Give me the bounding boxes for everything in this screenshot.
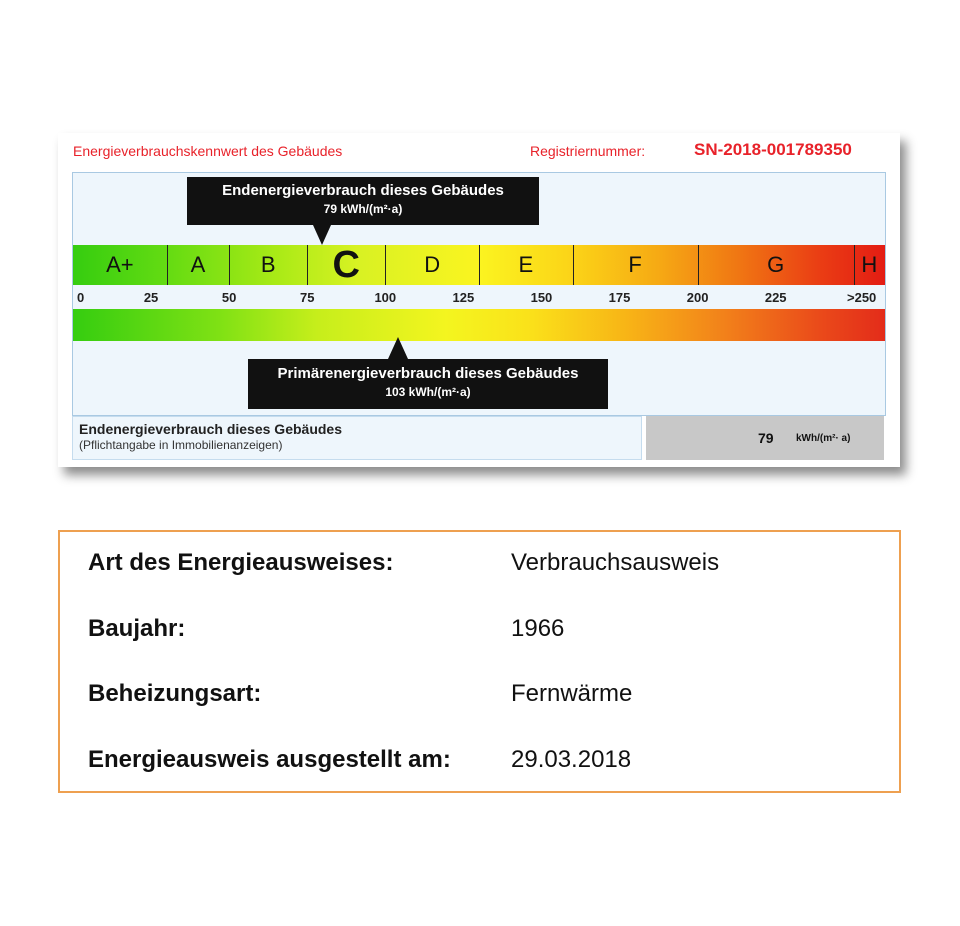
scale-tick-label: 100 <box>374 290 397 305</box>
efficiency-class-d: D <box>424 252 441 277</box>
class-separator <box>385 245 386 285</box>
certificate-details-box <box>58 530 901 793</box>
scale-tick-label: 0 <box>77 290 85 305</box>
final-energy-value-box <box>646 416 884 460</box>
detail-key: Energieausweis ausgestellt am: <box>88 746 451 773</box>
class-separator <box>479 245 480 285</box>
final-energy-value: 79 <box>758 430 774 446</box>
detail-key: Beheizungsart: <box>88 680 262 707</box>
registration-number: SN-2018-001789350 <box>694 140 852 159</box>
scale-tick-label: 225 <box>764 290 787 305</box>
scale-tick-label: 25 <box>143 290 159 305</box>
class-separator <box>229 245 230 285</box>
primary-energy-callout-value: 103 kWh/(m²·a) <box>385 385 471 399</box>
final-energy-info <box>72 416 642 460</box>
efficiency-class-e: E <box>518 252 534 277</box>
final-energy-info-title: Endenergieverbrauch dieses Gebäudes <box>79 421 342 437</box>
efficiency-class-c: C <box>332 243 360 286</box>
efficiency-class-a-plus: A+ <box>106 252 134 277</box>
energy-scale <box>72 172 886 416</box>
scale-tick-label: >250 <box>847 290 877 305</box>
final-energy-callout <box>187 177 539 225</box>
scale-tick-label: 150 <box>530 290 553 305</box>
scale-tick-label: 75 <box>299 290 315 305</box>
energy-gradient-bar <box>73 309 885 341</box>
label-title: Energieverbrauchskennwert des Gebäudes <box>73 143 343 159</box>
efficiency-class-f: F <box>628 252 642 277</box>
detail-key: Art des Energieausweises: <box>88 549 394 576</box>
efficiency-class-g: G <box>767 252 785 277</box>
energy-label-card <box>58 133 900 467</box>
registration-label: Registriernummer: <box>530 143 646 159</box>
class-separator <box>307 245 308 285</box>
primary-energy-callout-title: Primärenergieverbrauch dieses Gebäudes <box>277 365 579 382</box>
final-energy-info-note: (Pflichtangabe in Immobilienanzeigen) <box>79 438 283 452</box>
final-energy-callout-title: Endenergieverbrauch dieses Gebäudes <box>222 182 504 199</box>
detail-value: Verbrauchsausweis <box>511 549 720 576</box>
efficiency-class-a: A <box>190 252 206 277</box>
scale-tick-label: 50 <box>221 290 237 305</box>
efficiency-class-bar <box>73 245 885 285</box>
class-separator <box>698 245 699 285</box>
final-energy-unit: kWh/(m²· a) <box>796 433 851 444</box>
detail-value: 29.03.2018 <box>511 746 632 773</box>
efficiency-class-h: H <box>861 252 878 277</box>
scale-tick-label: 125 <box>452 290 475 305</box>
class-separator <box>854 245 855 285</box>
scale-tick-label: 175 <box>608 290 631 305</box>
final-energy-callout-value: 79 kWh/(m²·a) <box>323 202 403 216</box>
detail-key: Baujahr: <box>88 615 186 642</box>
class-separator <box>573 245 574 285</box>
scale-tick-label: 200 <box>686 290 709 305</box>
primary-energy-callout <box>248 359 608 409</box>
detail-value: Fernwärme <box>511 680 633 707</box>
detail-value: 1966 <box>511 615 565 642</box>
class-separator <box>167 245 168 285</box>
efficiency-class-b: B <box>260 252 276 277</box>
